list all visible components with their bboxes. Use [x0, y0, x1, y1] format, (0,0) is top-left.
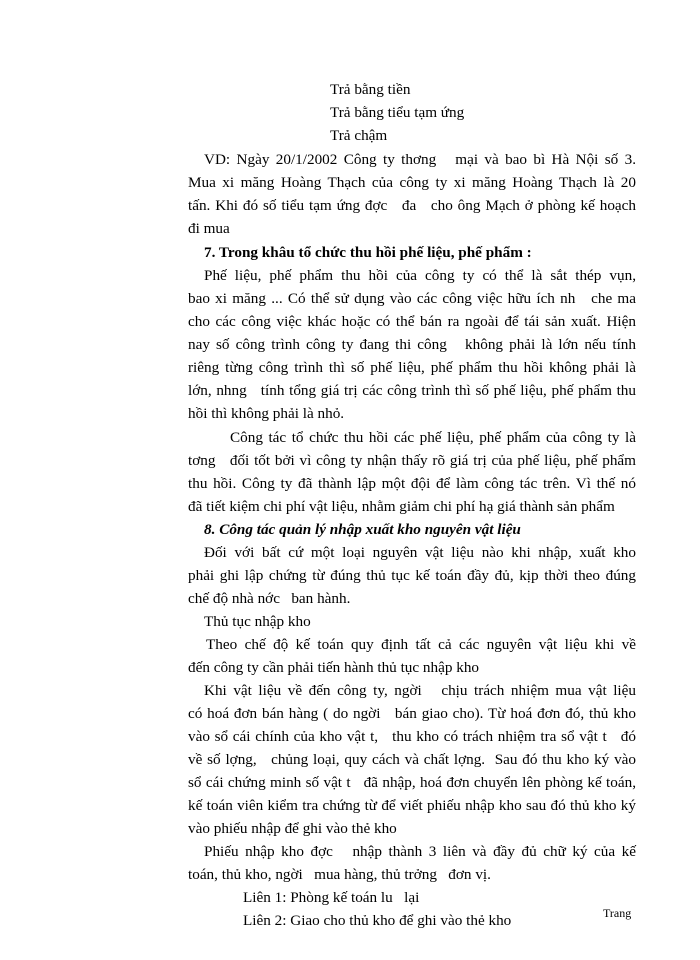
procedure-para-2-line: về số lợng, chủng loại, quy cách và chất lợng. Sau đó thu kho ký vào — [188, 751, 636, 768]
section-7-heading: 7. Trong khâu tổ chức thu hồi phế liệu, phế phẩm : — [204, 244, 532, 261]
example-line: tấn. Khi đó số tiểu tạm ứng đợc đa cho ông Mạch ở phòng kế hoạch — [188, 197, 636, 214]
section-7-para-1-line: Phế liệu, phế phẩm thu hồi của công ty có thể là sắt thép vụn, — [204, 267, 636, 284]
payment-option: Trả chậm — [330, 127, 388, 144]
payment-option: Trả bằng tiền — [330, 81, 411, 98]
procedure-para-line: Theo chế độ kế toán quy định tất cả các nguyên vật liệu khi về — [206, 636, 636, 653]
payment-option: Trả bằng tiểu tạm ứng — [330, 104, 465, 121]
example-line: đi mua — [188, 220, 230, 237]
section-7-para-1-line: bao xi măng ... Có thể sử dụng vào các công việc hữu ích nh che ma — [188, 290, 636, 307]
section-7-para-2-line: thu hồi. Công ty đã thành lập một đội để làm công tác trên. Vì thế nó — [188, 475, 636, 492]
section-8-para-1-line: chế độ nhà nớc ban hành. — [188, 590, 351, 607]
procedure-para-2-line: vào sổ cái chính của kho vật t, thu kho có trách nhiệm tra sổ vật t đó — [188, 728, 636, 745]
section-7-para-1-line: hồi thì không phải là nhỏ. — [188, 405, 345, 422]
section-7-para-2-line: đã tiết kiệm chi phí vật liệu, nhằm giảm chi phí hạ giá thành sản phẩm — [188, 498, 615, 515]
section-7-para-1-line: cho các công việc khác hoặc có thể bán ra ngoài để tái sản xuất. Hiện — [188, 313, 636, 330]
procedure-title: Thủ tục nhập kho — [204, 613, 311, 630]
receipt-para-line: toán, thủ kho, ngời mua hàng, thủ trởng đơn vị. — [188, 866, 491, 883]
procedure-para-line: đến công ty cần phải tiến hành thủ tục nhập kho — [188, 659, 480, 676]
procedure-para-2-line: sổ cái chứng minh số vật t đã nhập, hoá đơn chuyển lên phòng kế toán, — [188, 774, 636, 791]
procedure-para-2-line: có hoá đơn bán hàng ( do ngời bán giao cho). Từ hoá đơn đó, thủ kho — [188, 705, 636, 722]
procedure-para-2-line: vào phiếu nhập để ghi vào thẻ kho — [188, 820, 397, 837]
procedure-para-2-line: kế toán viên kiểm tra chứng từ để viết phiếu nhập kho sau đó thủ kho ký — [188, 797, 636, 814]
section-7-para-2-line: tơng đối tốt bởi vì công ty nhận thấy rõ giá trị của phế liệu, phế phẩm — [188, 452, 636, 469]
procedure-para-2-line: Khi vật liệu về đến công ty, ngời chịu trách nhiệm mua vật liệu — [204, 682, 636, 699]
copy-line: Liên 1: Phòng kế toán lu lại — [243, 889, 420, 906]
page-footer: Trang — [603, 906, 632, 920]
section-7-para-1-line: lớn, nhng tính tổng giá trị các công trình thì số phế liệu, phế phẩm thu — [188, 382, 636, 399]
section-8-heading: 8. Công tác quản lý nhập xuất kho nguyên vật liệu — [204, 521, 521, 538]
receipt-para-line: Phiếu nhập kho đợc nhập thành 3 liên và đầy đủ chữ ký của kế — [204, 843, 636, 860]
section-7-para-2-line: Công tác tổ chức thu hồi các phế liệu, phế phẩm của công ty là — [230, 429, 636, 446]
section-7-para-1-line: riêng từng công trình thì số phế liệu, phế phẩm thu hồi không phải là — [188, 359, 636, 376]
section-8-para-1-line: phải ghi lập chứng từ đúng thủ tục kế toán đầy đủ, kịp thời theo đúng — [188, 567, 636, 584]
example-line: Mua xi măng Hoàng Thạch của công ty xi măng Hoàng Thạch là 20 — [188, 174, 636, 191]
example-line: VD: Ngày 20/1/2002 Công ty thơng mại và bao bì Hà Nội số 3. — [204, 151, 636, 168]
copy-line: Liên 2: Giao cho thủ kho để ghi vào thẻ kho — [243, 912, 512, 929]
section-7-para-1-line: nay số công trình công ty đang thi công không phải là lớn nếu tính — [188, 336, 636, 353]
section-8-para-1-line: Đối với bất cứ một loại nguyên vật liệu nào khi nhập, xuất kho — [204, 544, 636, 561]
